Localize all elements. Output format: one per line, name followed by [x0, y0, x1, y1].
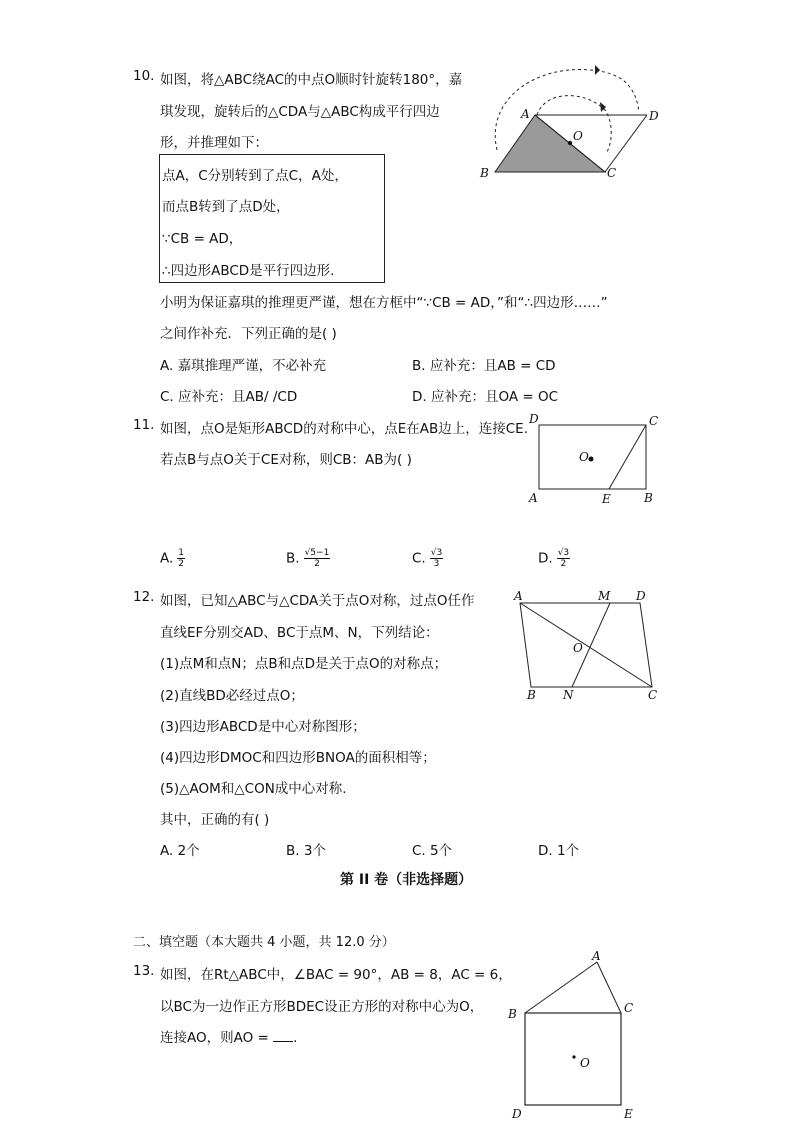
q12-option-b[interactable]: B. 3个 — [286, 843, 326, 859]
q10-point-o — [568, 141, 572, 145]
q10-option-c[interactable]: C. 应补充：且AB/ /CD — [160, 389, 298, 405]
q11-option-c-denominator: 3 — [433, 559, 440, 569]
q13-label-e: E — [624, 1107, 633, 1121]
q10-option-a[interactable]: A. 嘉琪推理严谨，不必补充 — [160, 358, 327, 374]
section2-title: 二、填空题（本大题共 4 小题，共 12.0 分） — [133, 935, 395, 950]
q10-number: 10. — [133, 68, 155, 84]
q11-option-c-fraction — [430, 548, 443, 569]
q10-label-a: A — [521, 107, 530, 121]
q11-label-c: C — [649, 414, 659, 428]
q10-box-line1: 点A，C分别转到了点C，A处， — [162, 168, 348, 184]
q13-segment-ba — [525, 962, 597, 1013]
q13-segment-ac — [597, 962, 621, 1013]
q10-box-line4: ∴四边形ABCD是平行四边形. — [162, 263, 335, 279]
q11-option-d[interactable] — [538, 548, 570, 569]
q12-option-a[interactable]: A. 2个 — [160, 843, 200, 859]
q10-label-d: D — [649, 109, 659, 123]
q11-point-o — [589, 457, 594, 462]
q12-label-o: O — [573, 641, 583, 655]
q12-text-end: 其中，正确的有( ) — [160, 812, 270, 828]
q11-label-o: O — [579, 450, 589, 464]
q11-option-b-denominator: 2 — [314, 559, 320, 569]
q10-outer-arc — [495, 70, 639, 150]
q11-option-c-letter: C. — [412, 550, 426, 567]
q13-square-bdec — [525, 1013, 621, 1105]
q11-label-a: A — [529, 491, 538, 505]
q10-text-line3: 形，并推理如下： — [160, 135, 268, 151]
q11-option-d-fraction — [557, 548, 570, 569]
part2-title: 第 II 卷（非选择题） — [340, 872, 473, 888]
q10-label-c: C — [607, 166, 617, 180]
q12-item-4: (4)四边形DMOC和四边形BNOA的面积相等； — [160, 750, 436, 766]
q13-text-line3 — [160, 1026, 297, 1046]
q12-text-line2: 直线EF分别交AD、BC于点M、N，下列结论： — [160, 625, 439, 641]
q12-option-d[interactable]: D. 1个 — [538, 843, 580, 859]
q10-box-line2: 而点B转到了点D处， — [162, 199, 290, 215]
q11-option-b-numerator: √5−1 — [304, 548, 330, 558]
q10-figure — [475, 60, 665, 185]
q13-answer-blank[interactable] — [273, 1029, 293, 1042]
q10-reasoning-box — [159, 154, 385, 283]
q11-option-c[interactable] — [412, 548, 443, 569]
q11-option-c-numerator: √3 — [430, 548, 443, 558]
q12-label-d: D — [636, 589, 646, 603]
q11-label-b: B — [644, 491, 653, 505]
q13-label-o: O — [580, 1056, 590, 1070]
q10-text-line5: 之间作补充．下列正确的是( ) — [160, 326, 337, 342]
q11-figure — [525, 410, 665, 510]
q11-option-a-numerator: 1 — [178, 548, 185, 558]
q11-text-line2: 若点B与点O关于CE对称，则CB：AB为( ) — [160, 452, 412, 468]
q13-label-c: C — [624, 1001, 634, 1015]
q11-option-d-numerator: √3 — [557, 548, 570, 558]
q10-label-b: B — [480, 166, 489, 180]
q10-option-b[interactable]: B. 应补充：且AB = CD — [412, 358, 556, 374]
q13-label-a: A — [592, 949, 601, 963]
q12-label-c: C — [648, 688, 658, 702]
q11-option-a-letter: A. — [160, 550, 174, 567]
q10-option-d[interactable]: D. 应补充：且OA = OC — [412, 389, 559, 405]
q12-number: 12. — [133, 589, 155, 605]
q11-option-d-letter: D. — [538, 550, 553, 567]
q10-text-line4: 小明为保证嘉琪的推理更严谨，想在方框中“∵CB = AD，”和“∴四边形……” — [160, 295, 608, 311]
q13-number: 13. — [133, 963, 155, 979]
q13-label-b: B — [508, 1007, 517, 1021]
q12-label-m: M — [598, 589, 611, 603]
q12-item-1: (1)点M和点N；点B和点D是关于点O的对称点； — [160, 656, 448, 672]
q11-option-a-denominator: 2 — [178, 559, 185, 569]
q12-option-c[interactable]: C. 5个 — [412, 843, 453, 859]
q13-figure — [500, 945, 650, 1123]
q11-option-a-fraction — [177, 548, 185, 569]
q11-option-d-denominator: 2 — [560, 559, 567, 569]
q13-point-o — [572, 1055, 575, 1058]
q10-outer-arrow-icon — [595, 65, 600, 75]
q12-item-3: (3)四边形ABCD是中心对称图形； — [160, 719, 366, 735]
q10-label-o: O — [573, 129, 583, 143]
q13-text-line2: 以BC为一边作正方形BDEC设正方形的对称中心为O， — [160, 999, 484, 1015]
q13-text-line1: 如图，在Rt△ABC中，∠BAC = 90°，AB = 8，AC = 6， — [160, 967, 512, 983]
q10-text-line1: 如图，将△ABC绕AC的中点O顺时针旋转180°，嘉 — [160, 72, 463, 88]
q12-item-2: (2)直线BD必经过点O； — [160, 688, 304, 704]
q12-text-line1: 如图，已知△ABC与△CDA关于点O对称，过点O任作 — [160, 593, 475, 609]
q12-label-a: A — [514, 589, 523, 603]
q10-segment-dc — [605, 115, 647, 172]
q11-option-b-letter: B. — [286, 550, 300, 567]
q10-triangle-abc — [495, 115, 605, 172]
q11-number: 11. — [133, 417, 155, 433]
q11-label-d: D — [529, 412, 539, 426]
q12-item-5: (5)△AOM和△CON成中心对称. — [160, 781, 347, 797]
q13-text-line3-suffix: . — [293, 1030, 298, 1046]
q12-diagonal-ac — [520, 603, 652, 687]
q11-label-e: E — [602, 492, 611, 506]
q11-segment-ce — [609, 425, 646, 489]
q11-option-b-fraction — [304, 548, 331, 569]
q10-box-line3: ∵CB = AD， — [162, 231, 243, 247]
q12-label-n: N — [563, 688, 574, 702]
q11-text-line1: 如图，点O是矩形ABCD的对称中心，点E在AB边上，连接CE. — [160, 421, 528, 437]
q10-text-line2: 琪发现，旋转后的△CDA与△ABC构成平行四边 — [160, 104, 440, 120]
q12-label-b: B — [527, 688, 536, 702]
q11-option-a[interactable] — [160, 548, 185, 569]
q13-label-d: D — [512, 1107, 522, 1121]
q13-text-line3-prefix: 连接AO，则AO = — [160, 1030, 274, 1046]
q12-figure — [510, 585, 665, 705]
q11-option-b[interactable] — [286, 548, 330, 569]
